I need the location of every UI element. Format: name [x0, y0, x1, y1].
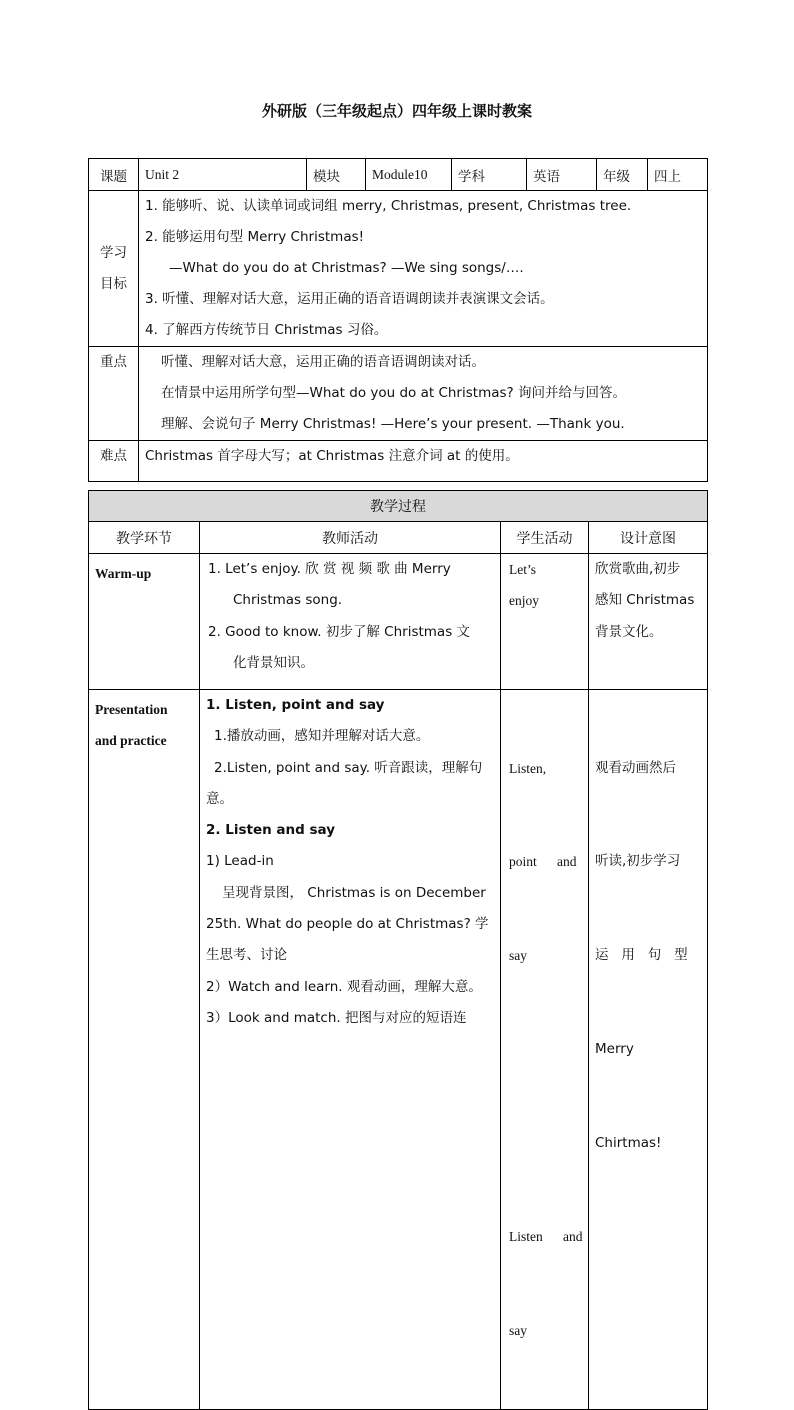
intent-line: 观看动画然后: [595, 759, 676, 776]
goal-item: 2. 能够运用句型 Merry Christmas!: [145, 229, 365, 245]
stage-line: Presentation: [95, 702, 168, 717]
teacher-line: 生思考、讨论: [206, 947, 287, 964]
student-line: [509, 1034, 580, 1065]
student-line: Listen and: [509, 1229, 583, 1245]
intent-line: 听读,初步学习: [595, 853, 681, 870]
column-header: 设计意图: [589, 522, 708, 554]
column-header: 学生活动: [501, 522, 589, 554]
teacher-line: 1) Lead-in: [206, 853, 274, 870]
info-row: [89, 159, 708, 191]
subject-value: 英语: [527, 159, 597, 191]
goal-item: 1. 能够听、说、认读单词或词组 merry, Christmas, present, Christmas tree.: [145, 198, 632, 214]
key-point: 理解、会说句子 Merry Christmas! —Here’s your present. —Thank you.: [161, 416, 625, 432]
student-line: Let’s: [509, 562, 536, 577]
intent-line: 欣赏歌曲,初步: [595, 561, 681, 577]
goals-label: [89, 191, 139, 347]
topic-value: Unit 2: [139, 159, 307, 191]
teacher-line: 2.Listen, point and say. 听音跟读，理解句: [214, 759, 483, 776]
goals-label-line: 目标: [100, 275, 127, 292]
goals-content: [139, 191, 708, 347]
module-value: Module10: [366, 159, 452, 191]
key-label: 重点: [89, 347, 139, 441]
student-line: Listen,: [509, 760, 547, 776]
lesson-info-table: [88, 158, 708, 482]
presentation-student-activity: [501, 690, 589, 1410]
warmup-design-intent: [589, 554, 708, 690]
column-header: 教师活动: [200, 522, 501, 554]
teacher-line: 3）Look and match. 把图与对应的短语连: [206, 1009, 467, 1026]
goal-item: 4. 了解西方传统节日 Christmas 习俗。: [145, 322, 388, 338]
teacher-line: 1. Let’s enjoy. 欣 赏 视 频 歌 曲 Merry: [208, 561, 451, 577]
key-point: 在情景中运用所学句型—What do you do at Christmas? 询问并给与回答。: [161, 385, 626, 401]
teacher-line: 2. Listen and say: [206, 822, 336, 839]
teacher-line: Christmas song.: [233, 592, 343, 609]
grade-label: 年级: [597, 159, 648, 191]
process-header-row: [89, 491, 708, 522]
stage-warmup: Warm-up: [89, 554, 200, 690]
module-label: 模块: [307, 159, 366, 191]
goal-item: —What do you do at Christmas? —We sing songs/….: [169, 260, 524, 276]
intent-line: Chirtmas!: [595, 1135, 662, 1152]
student-line: say: [509, 948, 527, 964]
intent-line: 背景文化。: [595, 623, 663, 640]
grade-value: 四上: [648, 159, 708, 191]
teaching-process-table: [88, 490, 708, 1410]
column-header-row: [89, 522, 708, 554]
intent-line: 运 用 句 型: [595, 947, 688, 964]
student-line: [509, 1128, 580, 1159]
intent-line: Merry: [595, 1041, 634, 1058]
key-points-row: [89, 347, 708, 441]
difficulty-label: 难点: [89, 441, 139, 482]
process-header: 教学过程: [89, 491, 708, 522]
presentation-teacher-activity: [200, 690, 501, 1410]
warmup-row: [89, 554, 708, 690]
goal-item: 3. 听懂、理解对话大意，运用正确的语音语调朗读并表演课文会话。: [145, 291, 554, 307]
subject-label: 学科: [452, 159, 527, 191]
warmup-teacher-activity: [200, 554, 501, 690]
teacher-line: 1. Listen, point and say: [206, 697, 385, 713]
document-title: 外研版（三年级起点）四年级上课时教案: [261, 102, 532, 120]
presentation-design-intent: [589, 690, 708, 1410]
teacher-line: 25th. What do people do at Christmas? 学: [206, 916, 489, 933]
difficulty-row: [89, 441, 708, 482]
stage-line: and practice: [95, 733, 167, 749]
difficulty-content: [139, 441, 708, 482]
teacher-line: 呈现背景图， Christmas is on December: [222, 884, 486, 901]
presentation-row: [89, 690, 708, 1410]
difficulty-value: Christmas 首字母大写；at Christmas 注意介词 at 的使用。: [145, 448, 519, 464]
key-points-content: [139, 347, 708, 441]
student-line: enjoy: [509, 593, 539, 609]
warmup-student-activity: [501, 554, 589, 690]
goals-label-line: 学习: [100, 244, 127, 261]
teacher-line: 1.播放动画，感知并理解对话大意。: [214, 728, 430, 745]
goals-row: [89, 191, 708, 347]
teacher-line: 化背景知识。: [233, 654, 314, 671]
teacher-line: 2）Watch and learn. 观看动画，理解大意。: [206, 978, 482, 995]
student-line: point and: [509, 854, 577, 870]
teacher-line: 2. Good to know. 初步了解 Christmas 文: [208, 623, 471, 640]
topic-label: 课题: [89, 159, 139, 191]
stage-presentation: [89, 690, 200, 1410]
student-line: say: [509, 1323, 527, 1339]
column-header: 教学环节: [89, 522, 200, 554]
key-point: 听懂、理解对话大意，运用正确的语音语调朗读对话。: [161, 354, 485, 370]
teacher-line: 意。: [206, 790, 233, 807]
intent-line: 感知 Christmas: [595, 592, 695, 609]
